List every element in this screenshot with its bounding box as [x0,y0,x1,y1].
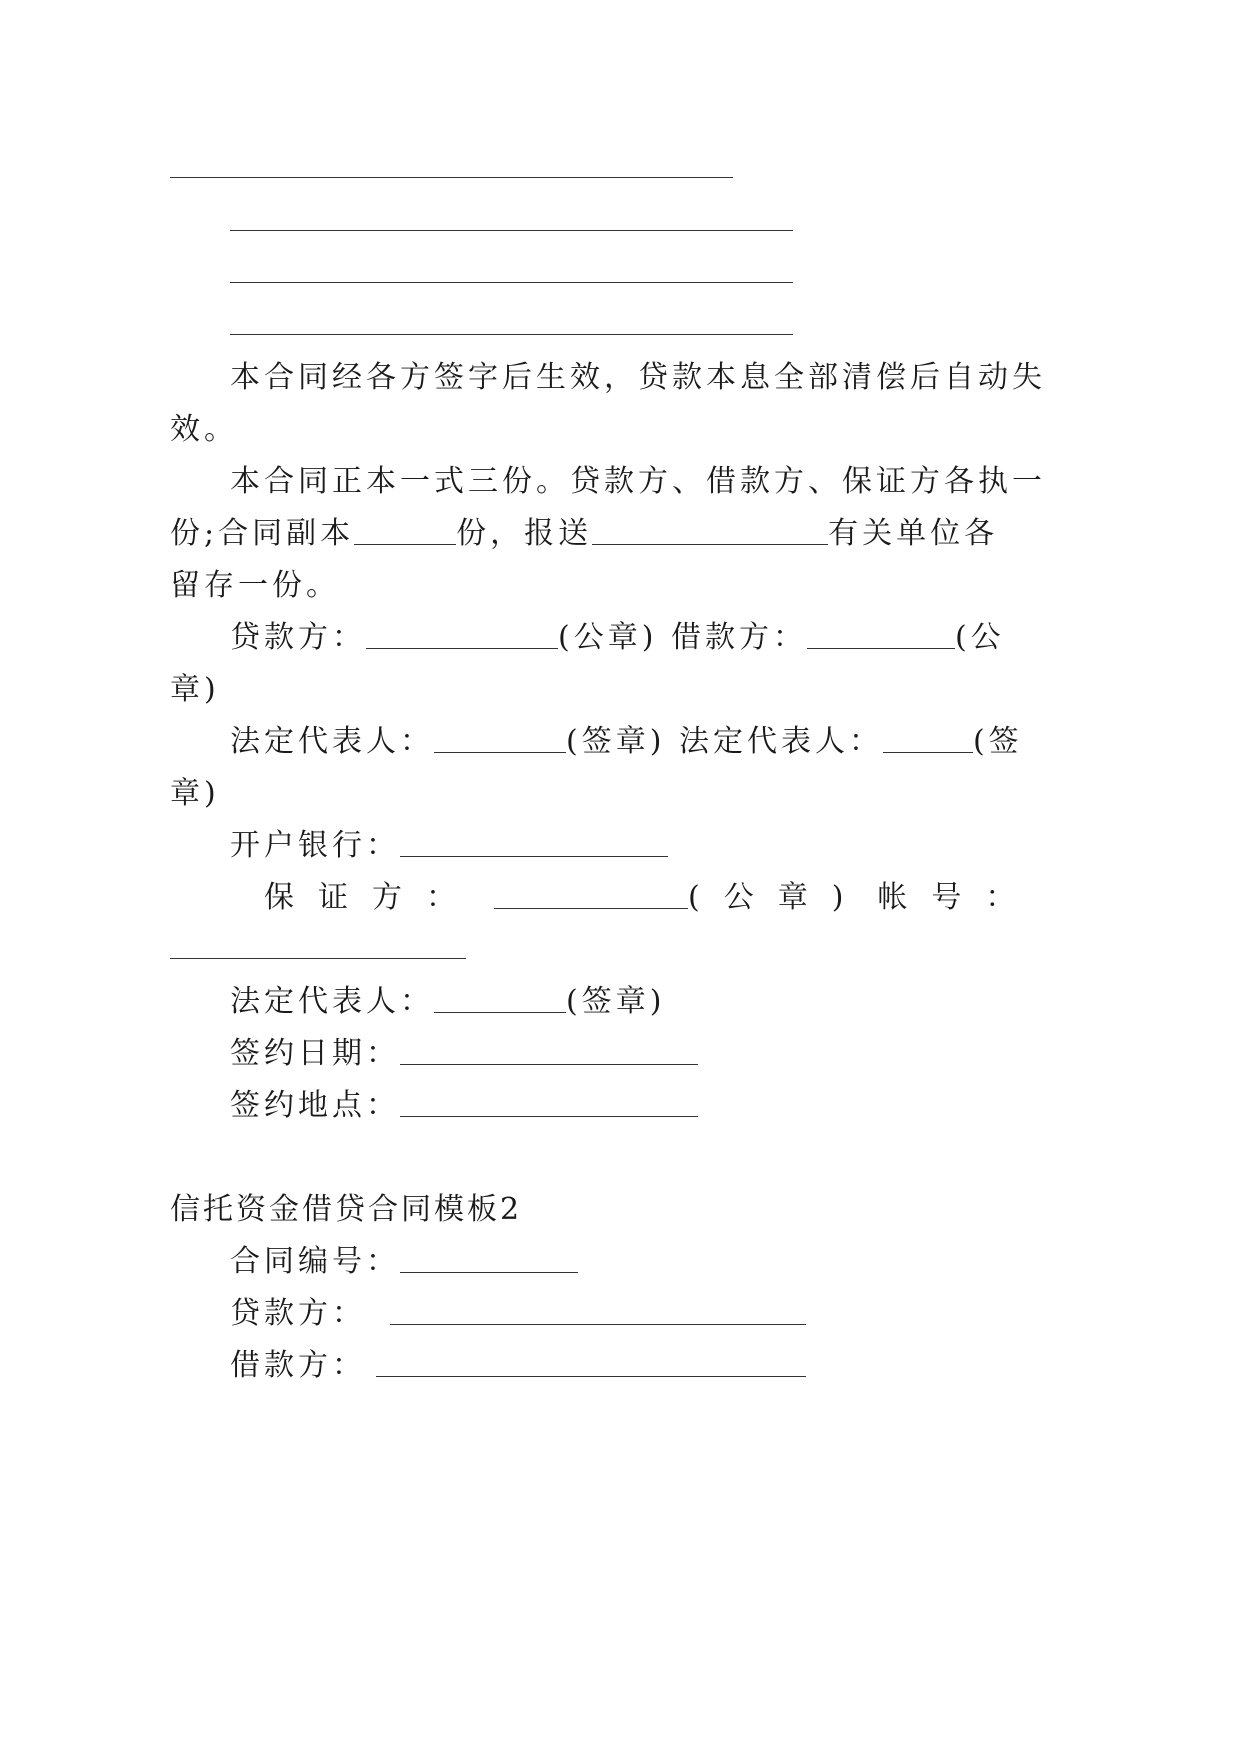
lender2-label: 贷款方： [230,1296,366,1331]
guarantor-line [264,878,1039,918]
legal-rep2-seal-open: (签 [972,724,1023,759]
legal-rep-line [230,722,1023,762]
copies-text-c: 有关单位各 [828,516,999,551]
guarantor-seal: (公章) [688,880,868,915]
blank-line [230,334,793,335]
copies-text-a: 份;合同副本 [170,516,355,551]
borrower-label: 借款方： [670,620,807,655]
sign-place-label: 签约地点： [230,1088,400,1123]
paragraph-copies: 本合同正本一式三份。贷款方、借款方、保证方各执一 [230,464,1046,499]
sign-place-line [230,1086,698,1126]
sign-place-blank[interactable] [400,1088,698,1117]
account-label: 帐号： [877,880,1040,915]
lender2-line [230,1294,806,1334]
guarantor-label: 保证方： [264,880,480,915]
bank-line [230,826,668,866]
legal-rep3-label: 法定代表人： [230,984,434,1019]
contract-no-label: 合同编号： [230,1244,400,1279]
legal-rep2-seal-close: 章) [170,776,220,811]
borrower2-line [230,1346,806,1386]
legal-rep3-seal: (签章) [566,984,666,1019]
legal-rep-blank[interactable] [434,724,566,753]
template-heading: 信托资金借贷合同模板2 [170,1192,523,1227]
copies-count-blank[interactable] [354,516,456,545]
paragraph-copies-line2 [170,514,998,554]
sign-date-line [230,1034,698,1074]
borrower-seal-close: 章) [170,672,220,707]
lender-borrower-line [230,618,1005,658]
report-to-blank[interactable] [592,516,828,545]
borrower2-label: 借款方： [230,1348,366,1383]
contract-no-blank[interactable] [400,1244,578,1273]
borrower-seal-open: (公 [954,620,1005,655]
paragraph-copies-cont: 留存一份。 [170,568,340,603]
sign-date-blank[interactable] [400,1036,698,1065]
legal-rep2-label: 法定代表人： [678,724,883,759]
lender-seal: (公章) [558,620,658,655]
borrower2-blank[interactable] [376,1348,806,1377]
lender-label: 贷款方： [230,620,366,655]
paragraph-effect-cont: 效。 [170,412,238,447]
bank-blank[interactable] [400,828,668,857]
guarantor-blank[interactable] [494,880,688,909]
legal-rep-seal: (签章) [566,724,666,759]
blank-line [230,282,793,283]
legal-rep-label: 法定代表人： [230,724,434,759]
lender2-blank[interactable] [390,1296,806,1325]
lender-blank[interactable] [366,620,558,649]
borrower-blank[interactable] [807,620,955,649]
account-blank[interactable] [170,958,466,959]
blank-line [170,177,733,178]
legal-rep3-line [230,982,665,1022]
sign-date-label: 签约日期： [230,1036,400,1071]
paragraph-effect: 本合同经各方签字后生效，贷款本息全部清偿后自动失 [230,360,1046,395]
blank-line [230,230,793,231]
copies-text-b: 份，报送 [456,516,593,551]
bank-label: 开户银行： [230,828,400,863]
legal-rep2-blank[interactable] [883,724,973,753]
contract-no-line [230,1242,578,1282]
legal-rep3-blank[interactable] [434,984,566,1013]
